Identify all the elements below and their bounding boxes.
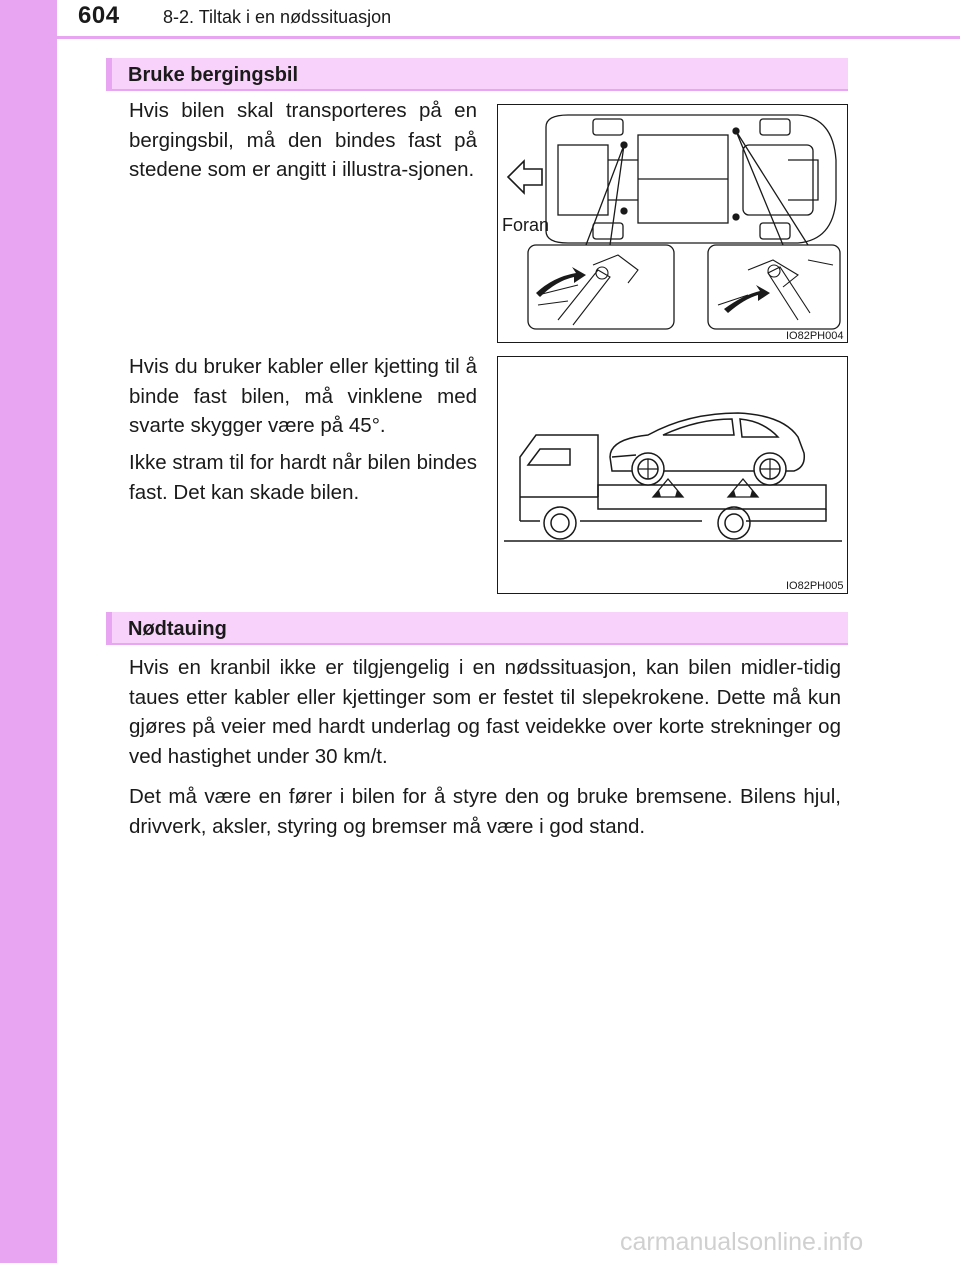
tie-down-diagram bbox=[498, 105, 847, 342]
chapter-title: 8-2. Tiltak i en nødssituasjon bbox=[163, 7, 392, 27]
section-header-bruke-bergingsbil bbox=[106, 58, 848, 91]
paragraph-driver-required: Det må være en fører i bilen for å styre den og bruke bremsene. Bilens hjul, drivverk, aksler, styring og bremser må være i god stand. bbox=[129, 785, 841, 838]
figure-tow-truck bbox=[497, 356, 848, 594]
section-title: Bruke bergingsbil bbox=[128, 64, 299, 86]
page-number: 604 bbox=[78, 2, 120, 29]
paragraph-emergency-towing: Hvis en kranbil ikke er tilgjengelig i en nødssituasjon, kan bilen midler-tidig taues etter kabler eller kjettinger som er festet til slepekrokene. Dette må kun gjøres på veier med hardt underlag og fast veidekke over korte strekninger og ved hastighet under 30 km/t. bbox=[129, 656, 841, 768]
paragraph-tighten: Ikke stram til for hardt når bilen bindes fast. Det kan skade bilen. bbox=[129, 451, 477, 504]
figure-tie-down-points bbox=[497, 104, 848, 343]
header-rule bbox=[0, 36, 960, 39]
figure-code: IO82PH005 bbox=[786, 580, 844, 592]
section-header-nodtauing bbox=[106, 612, 848, 645]
section-header-accent bbox=[106, 612, 112, 645]
section-title: Nødtauing bbox=[128, 618, 227, 640]
left-color-strip bbox=[0, 0, 57, 1263]
tow-truck-diagram bbox=[498, 357, 847, 593]
section-header-accent bbox=[106, 58, 112, 91]
paragraph-transport: Hvis bilen skal transporteres på en bergingsbil, må den bindes fast på stedene som er angitt i illustra-sjonen. bbox=[129, 99, 477, 181]
front-label: Foran bbox=[502, 215, 550, 235]
paragraph-cables: Hvis du bruker kabler eller kjetting til å binde fast bilen, må vinklene med svarte skygger være på 45°. bbox=[129, 355, 477, 437]
figure-code: IO82PH004 bbox=[786, 330, 844, 342]
watermark: carmanualsonline.info bbox=[620, 1228, 864, 1256]
